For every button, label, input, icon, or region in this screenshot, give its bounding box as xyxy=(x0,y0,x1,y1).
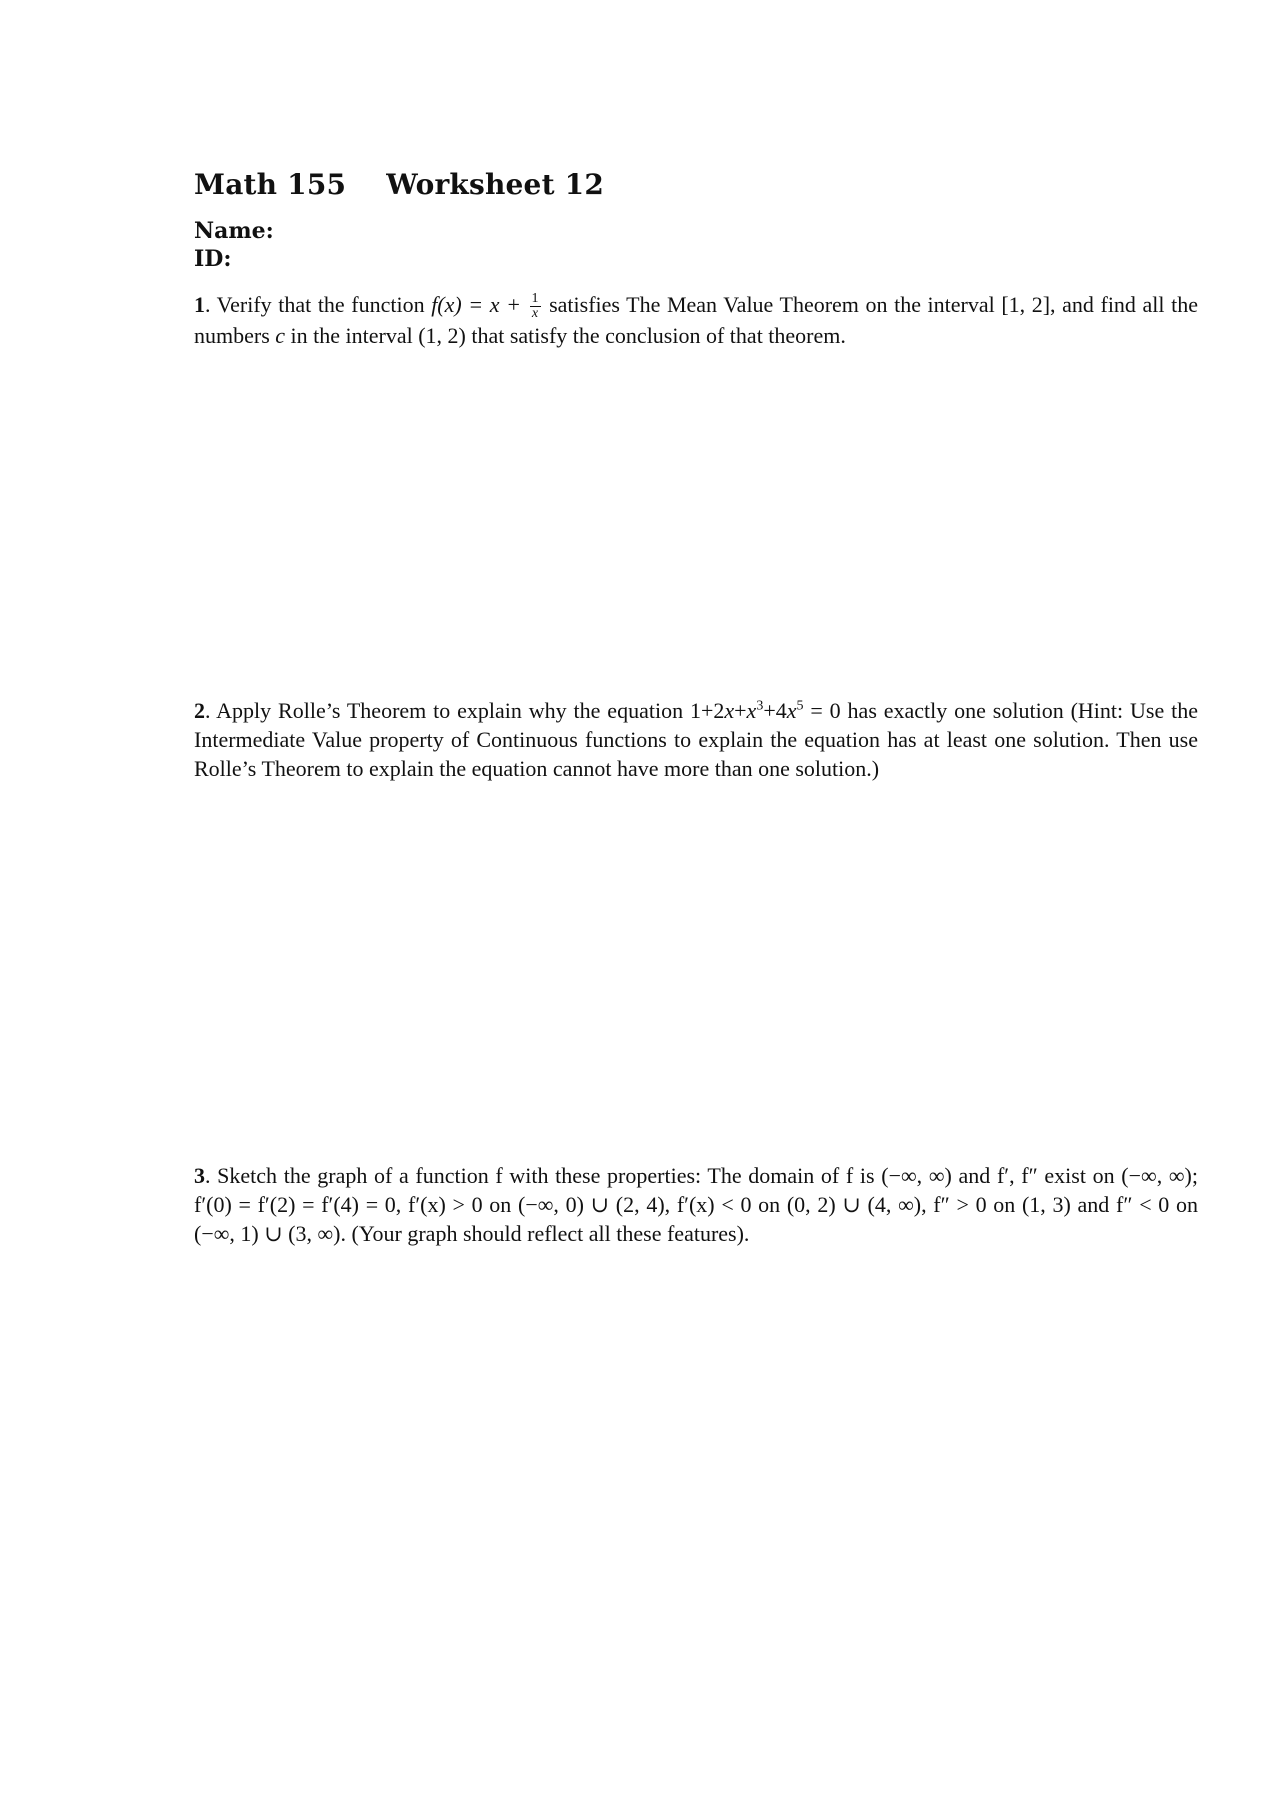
problem-2-var-3: x xyxy=(786,698,797,723)
problem-2-text-d: = 0 has exactly one solution (Hint: Use the Intermediate Value property of Continuous functions to explain the equation has at least one solution. Then use Rolle’s Theorem to explain the equation cannot have more than one solution.) xyxy=(194,698,1198,781)
course-title: Math 155 xyxy=(194,168,347,201)
problem-3 xyxy=(194,1161,1198,1248)
problem-2-text-c: +4 xyxy=(763,698,787,723)
page-title xyxy=(194,168,604,201)
name-label: Name: xyxy=(194,218,274,244)
problem-2-var-2: x xyxy=(746,698,757,723)
worksheet-title: Worksheet 12 xyxy=(386,168,605,201)
problem-1-text-b: satisfies The Mean Value Theorem on the interval [1, 2], and find all the numbers xyxy=(194,292,1198,349)
fraction-denominator: x xyxy=(531,306,539,322)
problem-1-number: 1 xyxy=(194,292,205,317)
problem-2 xyxy=(194,696,1198,783)
problem-1-function: f(x) = x + xyxy=(431,292,528,317)
id-label: ID: xyxy=(194,246,232,272)
problem-1-text-c: in the interval (1, 2) that satisfy the conclusion of that theorem. xyxy=(285,323,846,349)
problem-1 xyxy=(194,290,1198,350)
problem-3-text: . Sketch the graph of a function f with these properties: The domain of f is (−∞, ∞) and f′, f″ exist on (−∞, ∞); f′(0) = f′(2) = f′(4) = 0, f′(x) > 0 on (−∞, 0) ∪ (2, 4), f′(x) < 0 on (0, 2) ∪ (4, ∞), f″ > 0 on (1, 3) and f″ < 0 on (−∞, 1) ∪ (3, ∞). (Your graph should reflect all these features). xyxy=(194,1163,1198,1246)
problem-1-text-a: . Verify that the function xyxy=(205,292,432,317)
problem-2-exp-3: 3 xyxy=(756,698,764,714)
problem-1-variable-c: c xyxy=(275,323,286,349)
fraction-numerator: 1 xyxy=(531,291,539,307)
problem-1-fraction xyxy=(530,292,541,321)
problem-2-exp-5: 5 xyxy=(796,698,804,714)
problem-2-var-1: x xyxy=(724,698,735,723)
problem-2-number: 2 xyxy=(194,698,205,723)
problem-2-text-a: . Apply Rolle’s Theorem to explain why the equation 1+2 xyxy=(205,698,725,723)
problem-2-text-b: + xyxy=(734,698,747,723)
problem-3-number: 3 xyxy=(194,1163,205,1188)
